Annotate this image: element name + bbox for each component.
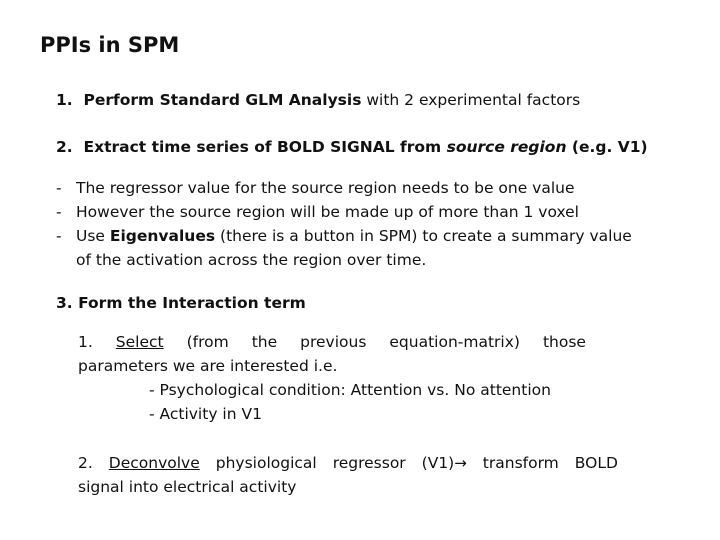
bullet-3-pre: Use	[76, 227, 110, 245]
step-1-bold: Perform Standard GLM Analysis	[83, 91, 362, 109]
bullet-2-text: However the source region will be made up of more than 1 voxel	[76, 203, 579, 221]
step-2-text-a: Extract time series of BOLD SIGNAL from	[83, 138, 447, 156]
substep-1-word: (from	[186, 333, 229, 351]
bullet-3-post: (there is a button in SPM) to create a summary value	[215, 227, 632, 245]
step-2-number: 2.	[56, 138, 73, 156]
bullet-dash: -	[56, 179, 62, 197]
substep-1-item-a: - Psychological condition: Attention vs. No attention	[149, 381, 551, 399]
substep-1-line-1	[78, 331, 586, 353]
substep-2-word: transform	[482, 454, 559, 472]
slide-title: PPIs in SPM	[40, 33, 180, 57]
substep-1-word: those	[542, 333, 586, 351]
bullet-3	[56, 225, 632, 247]
substep-1-select: Select	[115, 333, 164, 351]
step-1	[56, 89, 580, 111]
right-arrow-icon: →	[454, 454, 467, 472]
substep-2-word: BOLD	[574, 454, 618, 472]
step-2-italic: source region	[446, 138, 567, 156]
bullet-3-continuation: of the activation across the region over time.	[76, 251, 427, 269]
step-3-heading: 3. Form the Interaction term	[56, 294, 306, 312]
step-2-text-b: (e.g. V1)	[566, 138, 648, 156]
step-2	[56, 136, 648, 158]
substep-2-v1-group	[422, 452, 467, 474]
substep-2-word: (V1)	[421, 454, 455, 472]
substep-1-number: 1.	[78, 333, 93, 351]
substep-2-word: physiological	[215, 454, 317, 472]
substep-2-number: 2.	[78, 454, 93, 472]
bullet-1-text: The regressor value for the source region needs to be one value	[76, 179, 575, 197]
substep-1-word: equation-matrix)	[389, 333, 520, 351]
substep-2-line-2: signal into electrical activity	[78, 478, 297, 496]
step-1-rest: with 2 experimental factors	[361, 91, 581, 109]
substep-1-word: previous	[300, 333, 367, 351]
substep-1-word: the	[251, 333, 278, 351]
substep-1-item-b: - Activity in V1	[149, 405, 262, 423]
bullet-1	[56, 177, 575, 199]
substep-2-deconvolve: Deconvolve	[108, 454, 200, 472]
substep-2-line-1	[78, 452, 618, 474]
step-1-number: 1.	[56, 91, 73, 109]
substep-1-line-2: parameters we are interested i.e.	[78, 357, 338, 375]
bullet-2	[56, 201, 579, 223]
bullet-3-bold: Eigenvalues	[109, 227, 216, 245]
substep-2-word: regressor	[332, 454, 406, 472]
bullet-dash: -	[56, 203, 62, 221]
bullet-dash: -	[56, 227, 62, 245]
